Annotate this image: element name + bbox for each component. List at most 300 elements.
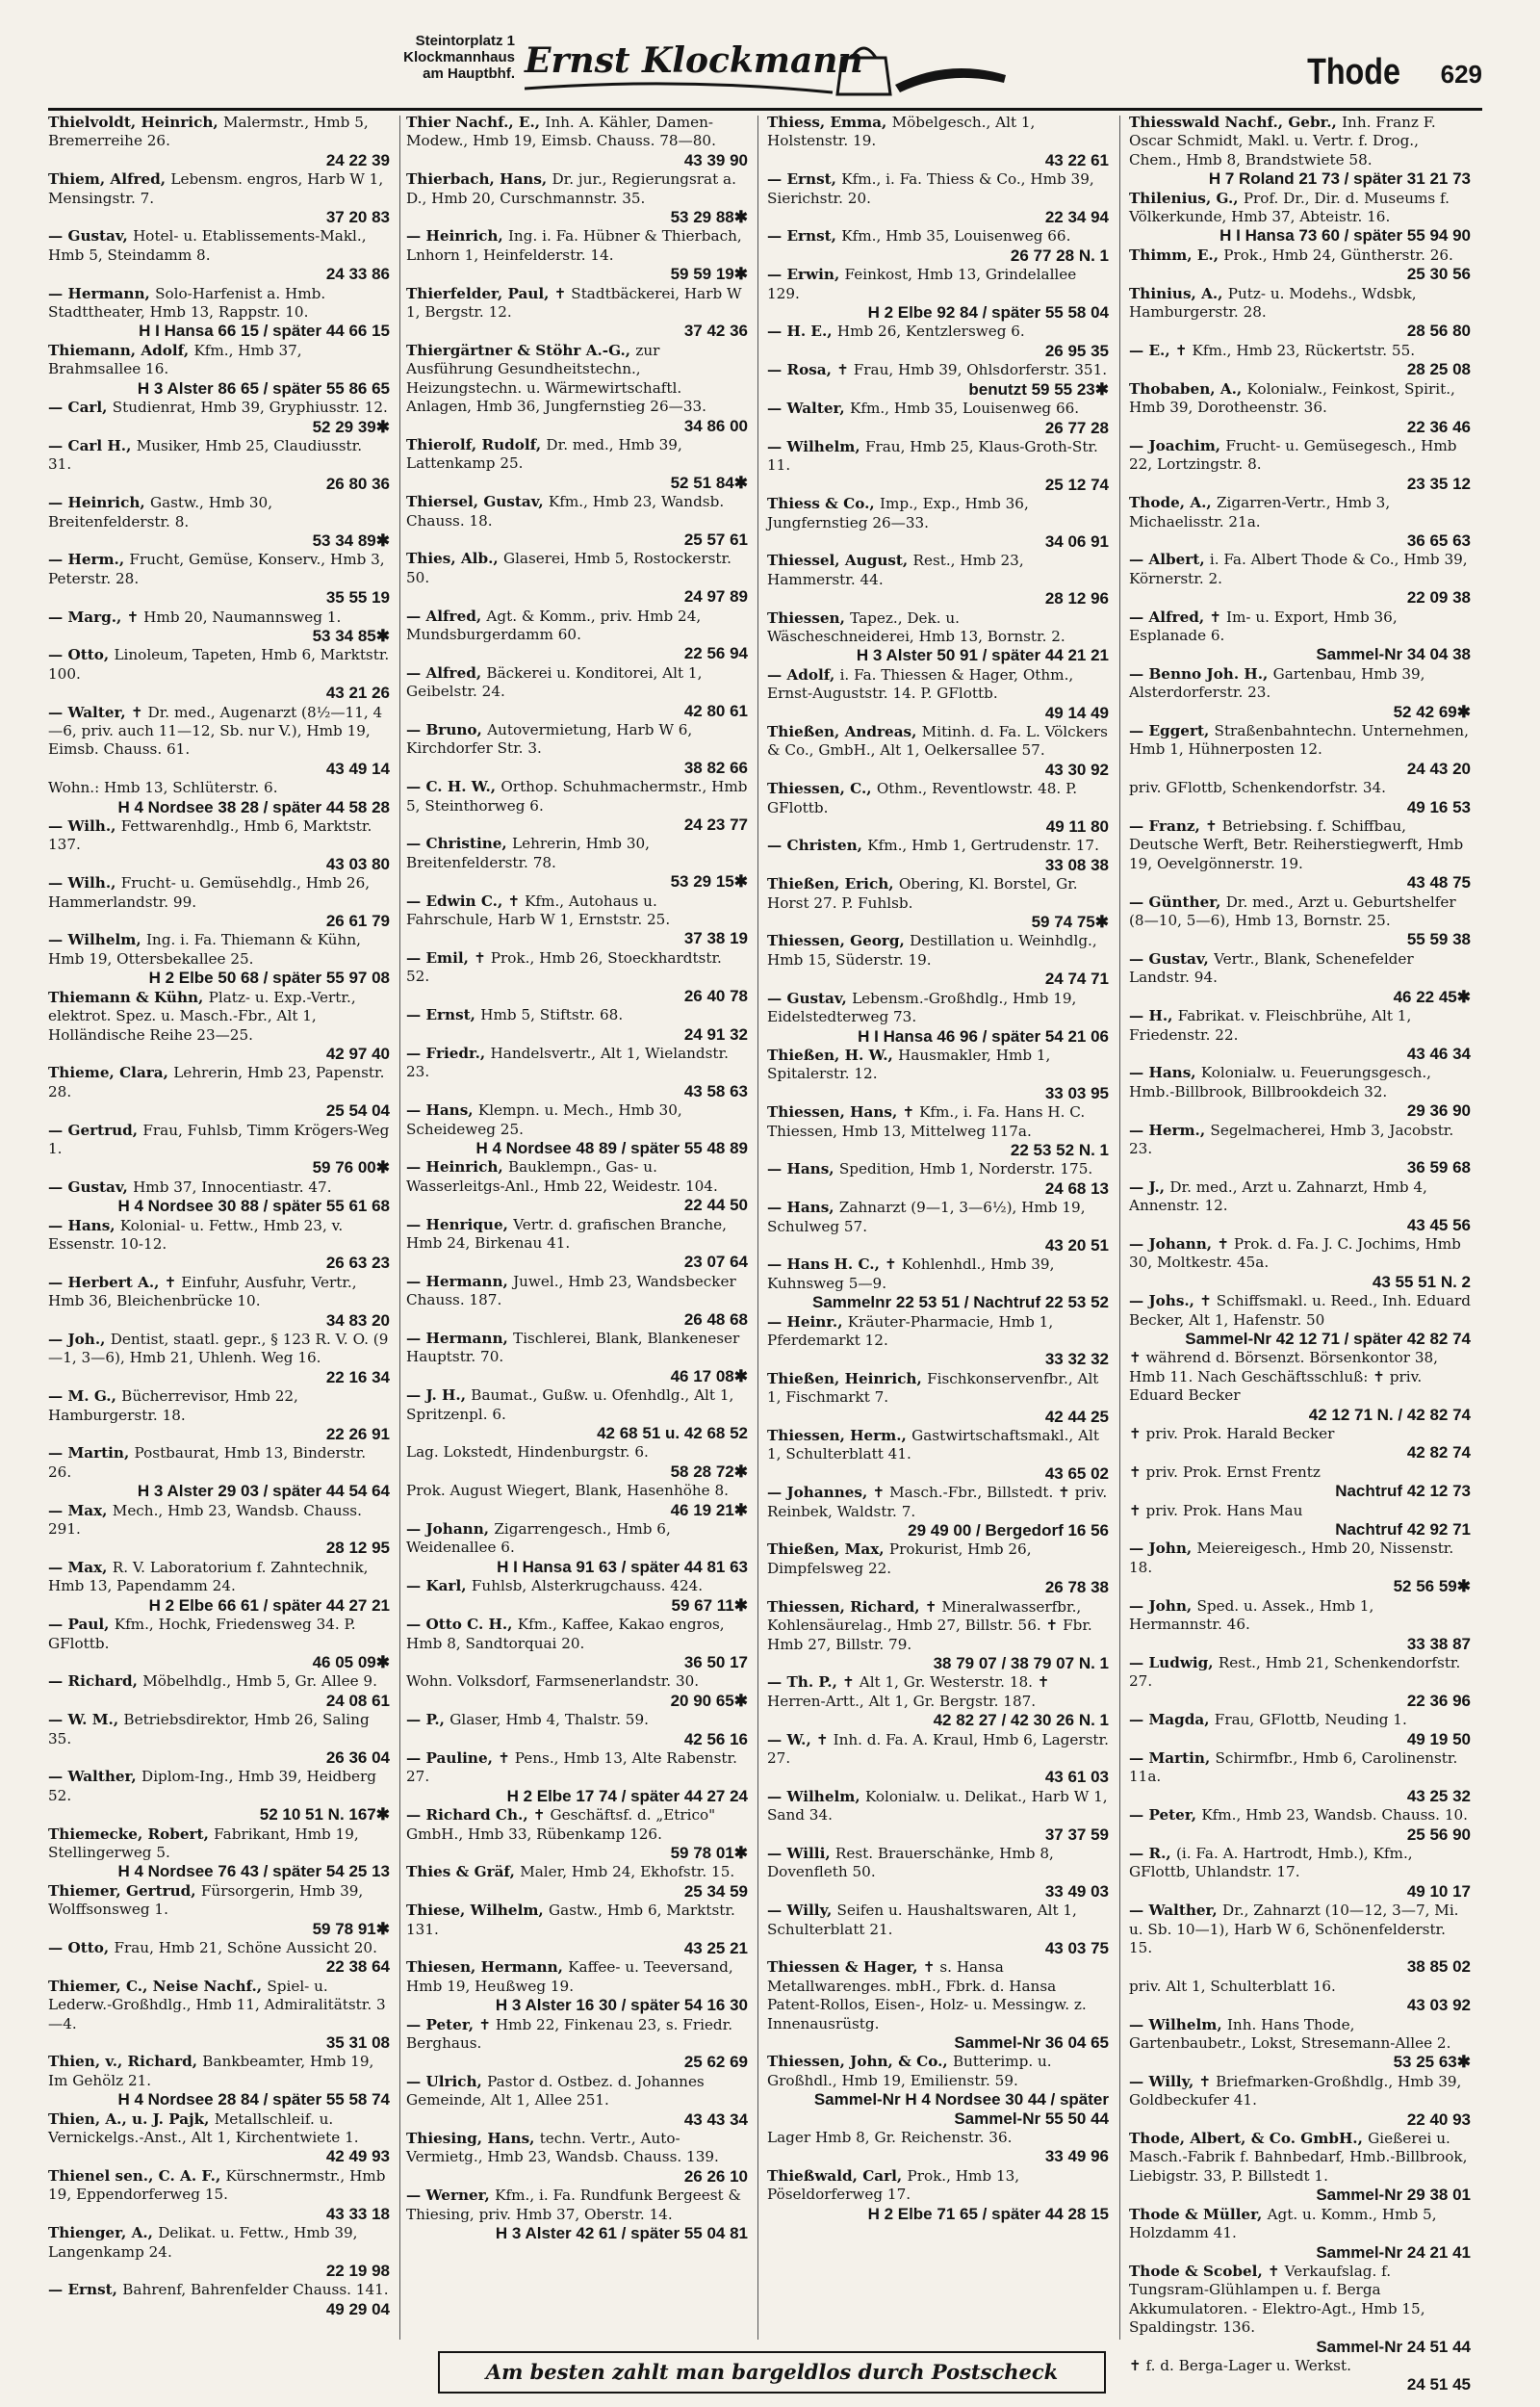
- directory-entry: [1129, 1540, 1471, 1595]
- directory-entry: [767, 875, 1109, 931]
- entry-name: — Rosa,: [767, 361, 837, 379]
- directory-entry: [767, 438, 1109, 494]
- entry-name: — Willy,: [1129, 2072, 1199, 2090]
- entry-name: — Richard,: [48, 1672, 143, 1691]
- directory-entry: [1129, 380, 1471, 436]
- entry-name: — Alfred,: [406, 663, 487, 682]
- entry-name: — C. H. W.,: [406, 778, 501, 796]
- directory-entry: [1129, 817, 1471, 893]
- entry-phone: 34 86 00: [683, 416, 748, 435]
- directory-entry: [48, 874, 390, 930]
- entry-name: — Christen,: [767, 837, 868, 855]
- directory-entry: [767, 837, 1109, 874]
- entry-phone: 38 82 66: [683, 758, 748, 777]
- entry-phone: 26 36 04: [325, 1747, 390, 1767]
- entry-description: Glaser, Hmb 4, Thalstr. 59.: [449, 1711, 649, 1729]
- directory-entry: [406, 170, 748, 226]
- directory-entry: [48, 779, 390, 816]
- directory-entry: [48, 1444, 390, 1500]
- entry-description: Dr. med., Hmb 39, Lattenkamp 25.: [406, 435, 682, 473]
- entry-name: Thilenius, G.,: [1129, 189, 1244, 207]
- entry-description: Autovermietung, Harb W 6, Kirchdorfer Str. 3.: [406, 721, 693, 758]
- entry-phone: 26 63 23: [325, 1254, 390, 1273]
- directory-entry: [1129, 551, 1471, 607]
- directory-entry: [767, 1788, 1109, 1844]
- entry-phone: 28 56 80: [1406, 322, 1471, 341]
- entry-name: Thießen, H. W.,: [767, 1046, 899, 1064]
- directory-entry: [406, 835, 748, 891]
- entry-description: Kfm., Hmb 23, Wandsb. Chauss. 18.: [406, 493, 725, 530]
- entry-phone: Sammelnr 22 53 51 / Nachtruf 22 53 52: [811, 1293, 1109, 1312]
- entry-description: Hausmakler, Hmb 1, Spitalerstr. 12.: [767, 1046, 1051, 1083]
- entry-phone: H I Hansa 46 96 / später 54 21 06: [858, 1026, 1109, 1046]
- entry-description: Kolonialw., Feinkost, Spirit., Hmb 39, Dorotheenstr. 36.: [1129, 379, 1455, 417]
- directory-entry: [406, 778, 748, 834]
- entry-description: Tischlerei, Blank, Blankeneser Hauptstr. 70.: [406, 1330, 740, 1366]
- directory-entry: [48, 1882, 390, 1938]
- entry-phone: H 3 Alster 16 30 / später 54 16 30: [495, 1996, 748, 2015]
- directory-entry: [1129, 1806, 1471, 1844]
- entry-description: ✝ Masch.-Fbr., Billstedt. ✝ priv. Reinbek, Waldstr. 7.: [767, 1484, 1108, 1520]
- entry-phone: 24 97 89: [683, 587, 748, 607]
- entry-description: (i. Fa. A. Hartrodt, Hmb.), Kfm., GFlottb, Uhlandstr. 17.: [1129, 1844, 1413, 1881]
- directory-entry: [48, 1939, 390, 1977]
- entry-name: Thierbach, Hans,: [406, 170, 552, 189]
- entry-phone: 24 74 71: [1044, 970, 1109, 989]
- entry-phone: 43 46 34: [1406, 1044, 1471, 1063]
- store-logo: [525, 29, 1044, 104]
- entry-phone: 46 05 09✱: [312, 1652, 390, 1671]
- entry-description: Dr., Zahnarzt (10—12, 3—7, Mi. u. Sb. 10—1), Harb W 6, Schönenfelderstr. 15.: [1129, 1902, 1459, 1956]
- entry-phone: 42 82 74: [1406, 1443, 1471, 1462]
- entry-phone: 37 20 83: [325, 208, 390, 227]
- entry-phone: 42 49 93: [325, 2147, 390, 2166]
- entry-name: — Wilh.,: [48, 874, 121, 893]
- entry-name: — Otto,: [48, 1939, 115, 1956]
- directory-entry: [406, 1443, 748, 1481]
- directory-column-1: [48, 114, 390, 2319]
- entry-name: — Ulrich,: [406, 2072, 488, 2090]
- entry-description: ✝ Prok. d. Fa. J. C. Jochims, Hmb 30, Moltkestr. 45a.: [1129, 1234, 1461, 1272]
- entry-name: — Max,: [48, 1558, 113, 1576]
- entry-name: — Herm.,: [1129, 1121, 1211, 1139]
- entry-description: Malermstr., Hmb 5, Bremerreihe 26.: [48, 114, 369, 150]
- entry-phone: 52 51 84✱: [670, 473, 748, 492]
- entry-description: Maler, Hmb 24, Ekhofstr. 15.: [520, 1863, 735, 1881]
- directory-entry: [48, 2167, 390, 2223]
- entry-phone: H 4 Nordsee 28 84 / später 55 58 74: [117, 2090, 390, 2109]
- entry-name: Thielvoldt, Heinrich,: [48, 114, 223, 131]
- entry-description: Hmb 37, Innocentiastr. 47.: [133, 1178, 332, 1196]
- entry-phone: 43 45 56: [1406, 1215, 1471, 1234]
- entry-description: Rest., Hmb 21, Schenkendorfstr. 27.: [1129, 1653, 1461, 1691]
- entry-phone: 26 80 36: [325, 474, 390, 493]
- entry-phone: 55 59 38: [1406, 930, 1471, 949]
- entry-phone: 36 59 68: [1406, 1158, 1471, 1178]
- entry-phone: Sammel-Nr 24 51 44: [1316, 2337, 1471, 2356]
- entry-description: Platz- u. Exp.-Vertr., elektrot. Spez. u. Masch.-Fbr., Alt 1, Holländische Reihe 23—25.: [48, 988, 356, 1044]
- entry-name: Thiessen & Hager,: [767, 1958, 923, 1977]
- directory-entry: [1129, 722, 1471, 778]
- entry-phone: H 2 Elbe 66 61 / später 44 27 21: [148, 1595, 390, 1615]
- entry-description: Wohn.: Hmb 13, Schlüterstr. 6.: [48, 779, 278, 797]
- entry-phone: 58 28 72✱: [670, 1462, 748, 1481]
- entry-description: Inh. Hans Thode, Gartenbaubetr., Lokst, Stresemann-Allee 2.: [1129, 2015, 1451, 2053]
- directory-entry: [48, 551, 390, 607]
- entry-description: Prokurist, Hmb 26, Dimpfelsweg 22.: [767, 1540, 1032, 1577]
- directory-entry: [1129, 342, 1471, 379]
- entry-phone: 43 43 34: [683, 2109, 748, 2129]
- entry-name: — Henrique,: [406, 1215, 514, 1233]
- entry-name: — Johann,: [406, 1520, 495, 1539]
- entry-phone: 22 34 94: [1044, 208, 1109, 227]
- entry-phone: 29 49 00 / Bergedorf 16 56: [908, 1521, 1109, 1540]
- entry-description: Frau, Hmb 25, Klaus-Groth-Str. 11.: [767, 437, 1098, 475]
- entry-description: Destillation u. Weinhdlg., Hmb 15, Süderstr. 19.: [767, 932, 1097, 969]
- entry-description: Inh. Franz F. Oscar Schmidt, Makl. u. Vertr. f. Drog., Chem., Hmb 8, Brandstwiete 58.: [1129, 114, 1436, 168]
- entry-description: ✝ priv. Prok. Hans Mau: [1129, 1501, 1303, 1519]
- entry-phone: 49 19 50: [1406, 1729, 1471, 1748]
- address-line: Steintorplatz 1: [415, 33, 515, 49]
- directory-entry: [767, 666, 1109, 722]
- entry-name: — Joh.,: [48, 1331, 111, 1348]
- entry-name: Thießen, Andreas,: [767, 723, 922, 740]
- entry-name: — Ernst,: [767, 227, 842, 246]
- entry-description: Kolonial- u. Fettw., Hmb 23, v. Essenstr. 10-12.: [48, 1216, 344, 1253]
- entry-name: — Walter,: [48, 703, 131, 721]
- directory-entry: [1129, 1597, 1471, 1653]
- entry-description: ✝ Briefmarken-Großhdlg., Hmb 39, Goldbeckufer 41.: [1129, 2072, 1462, 2109]
- directory-entry: [767, 1845, 1109, 1901]
- entry-phone: H 2 Elbe 50 68 / später 55 97 08: [148, 969, 390, 988]
- directory-entry: [1129, 950, 1471, 1006]
- entry-description: Schirmfbr., Hmb 6, Carolinenstr. 11a.: [1129, 1748, 1458, 1786]
- directory-entry: [1129, 1711, 1471, 1748]
- entry-description: Mitinh. d. Fa. L. Völckers & Co., GmbH., Alt 1, Oelkersallee 57.: [767, 723, 1108, 760]
- entry-description: Mech., Hmb 23, Wandsb. Chauss. 291.: [48, 1501, 362, 1539]
- directory-entry: [1129, 246, 1471, 284]
- entry-phone: 46 17 08✱: [670, 1366, 748, 1385]
- entry-description: i. Fa. Thiessen & Hager, Othm., Ernst-Auguststr. 14. P. GFlottb.: [767, 665, 1074, 703]
- directory-entry: [1129, 114, 1471, 189]
- entry-description: Meiereigesch., Hmb 20, Nissenstr. 18.: [1129, 1540, 1454, 1576]
- directory-entry: [1129, 1292, 1471, 1348]
- directory-column-4: [1129, 114, 1471, 2395]
- entry-phone: 36 50 17: [683, 1652, 748, 1671]
- entry-description: R. V. Laboratorium f. Zahntechnik, Hmb 13, Papendamm 24.: [48, 1558, 369, 1595]
- entry-phone: 46 22 45✱: [1393, 987, 1471, 1006]
- entry-phone: 25 56 90: [1406, 1825, 1471, 1844]
- entry-description: zur Ausführung Gesundheitstechn., Heizungstechn. u. Wärmewirtschaftl. Anlagen, Hmb 36, Jungfernstieg 26—33.: [406, 341, 706, 416]
- directory-entry: [767, 323, 1109, 360]
- entry-phone: 42 80 61: [683, 701, 748, 720]
- entry-description: Gastwirtschaftsmakl., Alt 1, Schulterblatt 41.: [767, 1427, 1099, 1463]
- directory-entry: [1129, 1122, 1471, 1178]
- entry-name: — Joachim,: [1129, 436, 1226, 454]
- entry-phone: 46 19 21✱: [670, 1500, 748, 1519]
- entry-phone: H 3 Alster 50 91 / später 44 21 21: [856, 646, 1109, 665]
- entry-phone: 25 57 61: [683, 530, 748, 549]
- entry-phone: H 2 Elbe 17 74 / später 44 27 24: [506, 1786, 748, 1805]
- address-line: am Hauptbhf.: [423, 65, 515, 82]
- entry-description: ✝ Frau, Hmb 39, Ohlsdorferstr. 351.: [836, 361, 1108, 379]
- entry-description: Kfm., Hochk, Friedensweg 34. P. GFlottb.: [48, 1616, 356, 1652]
- entry-phone: 33 38 87: [1406, 1634, 1471, 1653]
- entry-description: Klempn. u. Mech., Hmb 30, Scheideweg 25.: [406, 1101, 682, 1138]
- directory-entry: [406, 2187, 748, 2242]
- entry-description: Lehrerin, Hmb 30, Breitenfelderstr. 78.: [406, 835, 651, 871]
- entry-description: Solo-Harfenist a. Hmb. Stadttheater, Hmb 13, Rappstr. 10.: [48, 284, 326, 322]
- entry-description: Prok., Hmb 24, Güntherstr. 26.: [1223, 246, 1453, 264]
- directory-entry: [406, 1672, 748, 1710]
- entry-name: Thiemer, Gertrud,: [48, 1881, 201, 1900]
- entry-name: — Wilhelm,: [767, 437, 865, 455]
- directory-entry: [48, 1616, 390, 1671]
- entry-phone: H 2 Elbe 71 65 / später 44 28 15: [867, 2204, 1109, 2223]
- entry-phone: 22 53 52 N. 1: [1010, 1140, 1109, 1159]
- entry-phone: 24 43 20: [1406, 759, 1471, 778]
- directory-entry: [406, 893, 748, 948]
- entry-phone: Sammel-Nr 34 04 38: [1316, 645, 1471, 664]
- entry-name: Thiesen, Hermann,: [406, 1958, 569, 1977]
- entry-description: Kaffee- u. Teeversand, Hmb 19, Heußweg 19.: [406, 1958, 733, 1995]
- directory-entry: [767, 780, 1109, 836]
- page-heading-word: Thode: [1307, 52, 1400, 92]
- directory-entry: [767, 400, 1109, 437]
- entry-description: Kolonialw. u. Feuerungsgesch., Hmb.-Billbrook, Billbrookdeich 32.: [1129, 1064, 1432, 1100]
- directory-entry: [48, 817, 390, 873]
- entry-name: — Benno Joh. H.,: [1129, 664, 1273, 683]
- directory-entry: [1129, 1654, 1471, 1710]
- entry-description: Kfm., Hmb 1, Gertrudenstr. 17.: [867, 837, 1099, 855]
- entry-description: ✝ Einfuhr, Ausfuhr, Vertr., Hmb 36, Bleichenbrücke 10.: [48, 1273, 357, 1310]
- entry-phone: 24 51 45: [1406, 2375, 1471, 2394]
- directory-entry: [1129, 1845, 1471, 1901]
- directory-entry: [406, 1806, 748, 1862]
- entry-description: Inh. A. Kähler, Damen-Modew., Hmb 19, Eimsb. Chauss. 78—80.: [406, 114, 716, 150]
- entry-description: Möbelgesch., Alt 1, Holstenstr. 19.: [767, 114, 1036, 150]
- entry-description: Hmb 26, Kentzlersweg 6.: [836, 323, 1025, 341]
- entry-description: Kfm., Hmb 23, Wandsb. Chauss. 10.: [1201, 1806, 1468, 1825]
- entry-name: Thies & Gräf,: [406, 1863, 521, 1881]
- entry-description: Kfm., Hmb 37, Brahmsallee 16.: [48, 341, 302, 378]
- entry-description: Kfm., i. Fa. Thiess & Co., Hmb 39, Sierichstr. 20.: [767, 170, 1094, 207]
- directory-entry: [48, 704, 390, 779]
- entry-name: — Hans,: [767, 1199, 839, 1217]
- directory-entry: [48, 2224, 390, 2280]
- entry-description: priv. GFlottb, Schenkendorfstr. 34.: [1129, 779, 1387, 797]
- entry-description: Lebensm.-Großhdlg., Hmb 19, Eidelstedterweg 73.: [767, 989, 1077, 1026]
- directory-entry: [48, 2281, 390, 2318]
- directory-entry: [767, 2167, 1109, 2223]
- directory-entry: [406, 114, 748, 169]
- entry-name: Thien, A., u. J. Pajk,: [48, 2109, 215, 2128]
- entry-description: Lag. Lokstedt, Hindenburgstr. 6.: [406, 1443, 649, 1462]
- entry-description: Diplom-Ing., Hmb 39, Heidberg 52.: [48, 1768, 376, 1804]
- directory-entry: [767, 227, 1109, 265]
- entry-phone: 43 03 92: [1406, 1996, 1471, 2015]
- directory-entry: [406, 227, 748, 283]
- directory-entry: [1129, 665, 1471, 721]
- entry-description: priv. Alt 1, Schulterblatt 16.: [1129, 1977, 1336, 1995]
- entry-name: Thode & Müller,: [1129, 2205, 1268, 2223]
- directory-entry: [406, 1711, 748, 1748]
- entry-name: Thiersel, Gustav,: [406, 493, 549, 511]
- entry-phone: 42 56 16: [683, 1729, 748, 1748]
- directory-entry: [406, 2073, 748, 2129]
- entry-phone: 26 78 38: [1044, 1578, 1109, 1597]
- entry-description: ✝ Kfm., Autohaus u. Fahrschule, Harb W 1, Ernststr. 25.: [406, 892, 671, 929]
- directory-entry: [48, 1387, 390, 1443]
- entry-name: — Peter,: [1129, 1806, 1202, 1825]
- directory-entry: [767, 1370, 1109, 1426]
- directory-entry: [48, 1331, 390, 1386]
- entry-description: Vertr. d. grafischen Branche, Hmb 24, Birkenau 41.: [406, 1215, 727, 1252]
- entry-description: Frau, GFlottb, Neuding 1.: [1214, 1711, 1407, 1729]
- entry-phone: 42 82 27 / 42 30 26 N. 1: [933, 1711, 1109, 1730]
- entry-description: Straßenbahntechn. Unternehmen, Hmb 1, Hühnerposten 12.: [1129, 722, 1469, 759]
- entry-name: — Hans,: [406, 1101, 478, 1120]
- directory-entry: [48, 399, 390, 436]
- directory-entry: [406, 342, 748, 435]
- entry-phone: 43 03 75: [1044, 1939, 1109, 1957]
- entry-phone: 22 09 38: [1406, 588, 1471, 608]
- entry-phone: 23 07 64: [683, 1253, 748, 1272]
- entry-phone: 59 76 00✱: [312, 1158, 390, 1178]
- entry-description: Postbaurat, Hmb 13, Binderstr. 26.: [48, 1444, 367, 1481]
- entry-phone: 24 08 61: [325, 1691, 390, 1710]
- entry-description: Frucht- u. Gemüsehdlg., Hmb 26, Hammerlandstr. 99.: [48, 874, 371, 911]
- directory-entry: [767, 1255, 1109, 1311]
- entry-phone: 25 12 74: [1044, 475, 1109, 494]
- entry-description: ✝ f. d. Berga-Lager u. Werkst.: [1129, 2356, 1351, 2374]
- entry-name: — Heinr.,: [767, 1312, 848, 1331]
- directory-entry: [767, 361, 1109, 399]
- address-line: Klockmannhaus: [403, 49, 515, 65]
- entry-description: techn. Vertr., Auto-Vermietg., Hmb 23, Wandsb. Chauss. 139.: [406, 2130, 719, 2166]
- entry-phone: 42 68 51 u. 42 68 52: [597, 1424, 748, 1443]
- entry-phone: H 7 Roland 21 73 / später 31 21 73: [1208, 169, 1471, 189]
- entry-name: Thiessel, August,: [767, 552, 913, 570]
- entry-phone: 20 90 65✱: [670, 1691, 748, 1710]
- entry-name: Thimm, E.,: [1129, 246, 1224, 264]
- entry-description: ✝ Im- u. Export, Hmb 36, Esplanade 6.: [1129, 608, 1398, 644]
- entry-name: — E.,: [1129, 341, 1175, 359]
- directory-column-3: [767, 114, 1109, 2224]
- entry-description: Dr. jur., Regierungsrat a. D., Hmb 20, Curschmannstr. 35.: [406, 170, 736, 207]
- entry-name: Thiess & Co.,: [767, 495, 880, 513]
- entry-name: — Johannes,: [767, 1484, 873, 1502]
- entry-phone: 49 29 04: [325, 2299, 390, 2318]
- entry-description: Frucht- u. Gemüsegesch., Hmb 22, Lortzingstr. 8.: [1129, 436, 1457, 474]
- directory-entry: [767, 1199, 1109, 1255]
- entry-name: — R.,: [1129, 1844, 1176, 1862]
- directory-entry: [1129, 779, 1471, 816]
- directory-entry: [1129, 2130, 1471, 2205]
- entry-phone: H I Hansa 66 15 / später 44 66 15: [139, 322, 390, 341]
- entry-phone: H 3 Alster 42 61 / später 55 04 81: [495, 2224, 748, 2243]
- entry-name: Thiemann, Adolf,: [48, 341, 194, 359]
- directory-entry: [767, 1731, 1109, 1787]
- entry-description: Prok. August Wiegert, Blank, Hasenhöhe 8.: [406, 1482, 729, 1500]
- directory-entry: [406, 1273, 748, 1329]
- directory-entry: [48, 437, 390, 493]
- entry-name: — Martin,: [1129, 1748, 1216, 1767]
- entry-name: — Alfred,: [406, 607, 487, 625]
- entry-description: ✝ Hmb 20, Naumannsweg 1.: [126, 608, 342, 626]
- entry-name: Thiessen, Georg,: [767, 932, 911, 950]
- entry-description: Kürschnermstr., Hmb 19, Eppendorferweg 15.: [48, 2166, 386, 2204]
- entry-name: — H. E.,: [767, 323, 837, 341]
- entry-description: Kolonialw. u. Delikat., Harb W 1, Sand 34.: [767, 1787, 1108, 1825]
- entry-phone: 52 10 51 N. 167✱: [259, 1805, 390, 1825]
- entry-name: — Wilhelm,: [767, 1787, 865, 1805]
- entry-name: — H.,: [1129, 1007, 1178, 1025]
- entry-phone: H I Hansa 73 60 / später 55 94 90: [1219, 226, 1471, 246]
- entry-phone: H 3 Alster 86 65 / später 55 86 65: [137, 378, 390, 398]
- entry-phone: 25 62 69: [683, 2053, 748, 2072]
- entry-phone: 43 25 21: [683, 1939, 748, 1957]
- entry-name: — J. H.,: [406, 1386, 472, 1405]
- entry-name: Thode, A.,: [1129, 494, 1217, 512]
- entry-phone: H 4 Nordsee 38 28 / später 44 58 28: [117, 797, 390, 816]
- entry-name: — Ernst,: [406, 1006, 481, 1024]
- entry-description: Lehrerin, Hmb 23, Papenstr. 28.: [48, 1064, 385, 1100]
- directory-entry: [48, 1978, 390, 2053]
- directory-entry: [48, 1825, 390, 1881]
- directory-entry: [767, 1103, 1109, 1159]
- entry-phone: 35 55 19: [325, 588, 390, 608]
- entry-description: Frucht, Gemüse, Konserv., Hmb 3, Peterstr. 28.: [48, 551, 385, 587]
- entry-description: Lebensm. engros, Harb W 1, Mensingstr. 7.: [48, 170, 384, 207]
- directory-entry: [48, 170, 390, 226]
- entry-name: — Otto C. H.,: [406, 1616, 518, 1634]
- directory-entry: [1129, 1978, 1471, 2015]
- entry-description: Dentist, staatl. gepr., § 123 R. V. O. (9—1, 3—6), Hmb 21, Uhlenh. Weg 16.: [48, 1331, 389, 1367]
- directory-entry: [406, 1482, 748, 1519]
- entry-phone: 49 10 17: [1406, 1881, 1471, 1901]
- entry-phone: 26 40 78: [683, 986, 748, 1005]
- entry-name: — John,: [1129, 1540, 1197, 1558]
- page-header: [48, 29, 1482, 106]
- entry-phone: 22 19 98: [325, 2261, 390, 2280]
- directory-entry: [406, 1863, 748, 1901]
- entry-description: Fabrikant, Hmb 19, Stellingerweg 5.: [48, 1825, 359, 1861]
- entry-phone: Nachtruf 42 12 73: [1335, 1482, 1471, 1501]
- entry-name: — Ernst,: [48, 2281, 123, 2299]
- directory-entry: [767, 1902, 1109, 1957]
- directory-entry: [406, 1902, 748, 1957]
- entry-phone: 24 33 86: [325, 265, 390, 284]
- directory-entry: [1129, 190, 1471, 246]
- entry-name: — Walter,: [767, 400, 850, 418]
- entry-phone: 59 67 11✱: [671, 1595, 748, 1615]
- entry-description: Pastor d. Ostbez. d. Johannes Gemeinde, Alt 1, Allee 251.: [406, 2072, 705, 2109]
- directory-entry: [767, 723, 1109, 779]
- entry-name: — Th. P.,: [767, 1673, 843, 1692]
- directory-entry: [48, 1064, 390, 1120]
- entry-phone: 59 78 01✱: [670, 1843, 748, 1862]
- entry-name: — Otto,: [48, 646, 115, 664]
- entry-name: — Willi,: [767, 1844, 835, 1862]
- entry-name: — Max,: [48, 1501, 113, 1519]
- directory-entry: [767, 2053, 1109, 2128]
- entry-phone: 59 78 91✱: [312, 1919, 390, 1938]
- entry-description: Delikat. u. Fettw., Hmb 39, Langenkamp 24.: [48, 2224, 358, 2261]
- entry-name: — Hans,: [1129, 1064, 1201, 1082]
- entry-description: Agt. & Komm., priv. Hmb 24, Mundsburgerdamm 60.: [406, 607, 702, 643]
- entry-phone: 22 44 50: [683, 1196, 748, 1215]
